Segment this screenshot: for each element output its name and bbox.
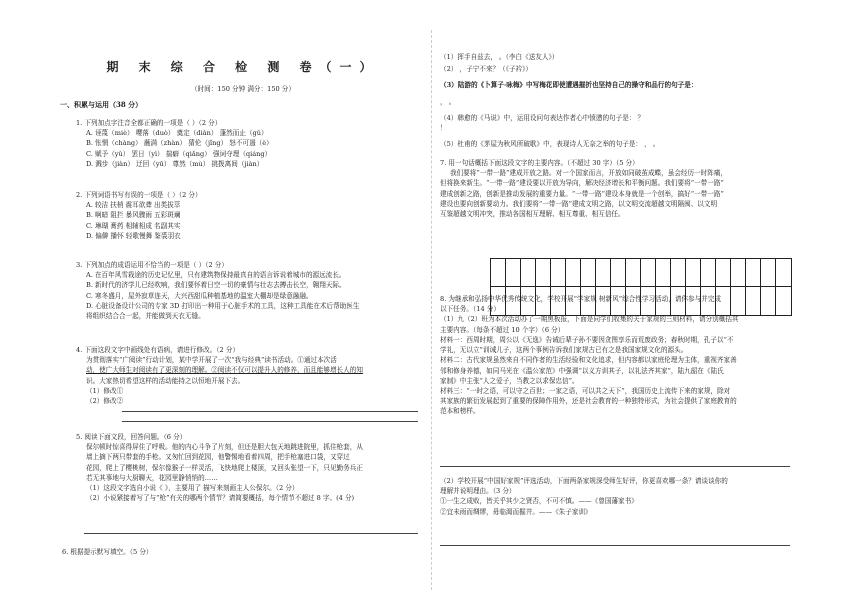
question-2: [76, 190, 426, 241]
recitation-items: [440, 52, 810, 150]
question-stem: 1. 下列加点字注音全都正确的一项是（ ）（2 分）: [76, 119, 222, 127]
option: C. 琳瑚 膏药 相辅相成 名副其实: [86, 221, 181, 230]
option: D. 溅步（jiàn） 迂回（yū） 尊然（mù） 挑拨离间（jiàn）: [86, 159, 264, 168]
option: 将组织结合合一起，并能做到天衣无缝。: [86, 312, 205, 321]
question-stem: 7. 用一句话概括下面这段文字的主要内容。（不超过 30 字）（5 分）: [440, 159, 639, 167]
question-5: [76, 432, 426, 504]
material-1: 材料一：西周时期，周公以《无逸》告诫后辈子孙不要因贪图享乐而荒废政务；春秋时期，孔子以“不: [440, 335, 734, 344]
grid-cell[interactable]: [506, 259, 521, 287]
recitation-5: （5）杜甫的《茅屋为秋风所破歌》中，表现诗人无奈之举的句子是： ， 。: [440, 140, 660, 149]
sub-question: 主要内容。（每条不超过 10 个字）（6 分）: [440, 325, 565, 334]
option: A. 诬蔑（miè） 嘤落（duò） 奠定（diàn） 蓬然而止（gǔ）: [86, 129, 268, 138]
recitation-1: （1）挥手自兹去， 。（李白《送友人》）: [440, 53, 559, 61]
material-2: 邻和修身养德，如同马光在《温公家范》中强调“以义方训其子，以礼法齐其家”，陆九韶在《陆氏: [440, 366, 724, 375]
option: A. 在百年风雪栽途的历史记忆里，只有建筑物保持最真自的语言诉说着城市的源远流长。: [86, 271, 346, 280]
recitation-4-blank[interactable]: ！: [440, 124, 447, 133]
fix-prompt-2: （2）修改②: [86, 397, 124, 406]
sub-question: （1）九（2）班为本次活动办了一期黑板报，下面是同学们收集的关于家规的三则材料，请分别概括其: [440, 315, 739, 324]
material-1: 学礼，无以立”训诫儿子，这两个事例告诉我们家规古已有之是我国家规文化的源头。: [440, 346, 688, 355]
material-2: 家制》中主张“人之爱子，当教之以求保忠信”。: [440, 376, 579, 385]
grid-cell[interactable]: [611, 259, 626, 287]
grid-cell[interactable]: [536, 259, 551, 287]
passage-line: 互鉴超越文明冲突，推动各国相互理解、相互尊重、相互信任。: [440, 210, 625, 219]
recitation-2: （2） ，子宁不来？（《子衿》）: [440, 65, 533, 74]
option: ②宜未雨而绸缪，毋临渴而掘井。——《朱子家训》: [440, 507, 592, 516]
question-stem: 5. 阅读下面文段，回答问题。（6 分）: [76, 433, 187, 441]
grid-cell[interactable]: [656, 259, 671, 287]
option: A. 较洁 扶梢 震耳欲聋 出类拔萃: [86, 201, 181, 210]
question-3: [76, 260, 426, 321]
answer-line[interactable]: [440, 466, 790, 467]
recitation-4: （4）韩愈的《马说》中，运用设问句表达作者心中愤懑的句子是： ？: [440, 113, 645, 122]
question-4: [76, 345, 426, 406]
question-stem: 2. 下列词语书写有误的一项是（ ）（2 分）: [76, 191, 202, 199]
question-6: 6. 根据提示默写填空。（5 分）: [62, 548, 153, 556]
grid-cell[interactable]: [521, 259, 536, 287]
passage-line: 识。大家热切希望这样的活动能持之以恒地开展下去。: [86, 376, 245, 385]
question-8: [440, 294, 810, 417]
answer-line[interactable]: [122, 411, 418, 412]
answer-line[interactable]: [84, 533, 418, 534]
grid-cell[interactable]: [581, 259, 596, 287]
option: D. 心脏设备设计公司的专家 3D 打印出一种用于心脏手术的工具，这种工具能在术后帮助医生: [86, 301, 360, 310]
option: C. 赋予（yǔ） 罢日（yì） 揣癖（qiǎng） 强词夺理（qiáng）: [86, 149, 272, 158]
sub-question: （1）这段文字选自小说《 》，主要用了 描写来刻画主人公保尔。（2 分）: [86, 484, 299, 493]
question-1: [76, 118, 426, 169]
material-3: 范本和榜样。: [440, 407, 480, 416]
grid-cell[interactable]: [596, 259, 611, 287]
answer-line[interactable]: [122, 421, 418, 422]
grid-cell[interactable]: [641, 259, 656, 287]
option: ①一生之成败，皆关乎其少之贤否，不可不慎。——《曾国藩家书》: [440, 497, 638, 506]
grid-cell[interactable]: [776, 259, 791, 287]
sub-question: 理解并说明理由。（3 分）: [440, 487, 516, 496]
grid-cell[interactable]: [686, 259, 701, 287]
passage-line: 我们要将“一带一路”建成开放之路。对一个国家而言，开放如同破茧成蝶，虽会经历一时阵痛，: [450, 169, 728, 178]
option: B. 怅惘（chàng） 蘸满（zhàn） 猜伦（jǐng） 怒不可遏（è）: [86, 139, 273, 148]
question-stem: 以下任务。（14 分）: [440, 305, 500, 314]
passage-line: 墙上摘下两只带套的手枪。又匆忙回到花园，他警惕地看着四周，把手枪塞进口袋，又穿过: [86, 453, 350, 462]
grid-cell[interactable]: [731, 259, 746, 287]
grid-cell[interactable]: [566, 259, 581, 287]
grid-cell[interactable]: [491, 259, 506, 287]
passage-line: 动，使广大师生对阅读有了更深刻的理解。②阅读不仅可以提升人的修养，而且能够增长人的知: [86, 366, 363, 375]
exam-meta: （时间：150 分钟 满分：150 分）: [191, 85, 295, 93]
question-stem: 4. 下面这段文字中画线处有语病，请进行修改。（2 分）: [76, 346, 240, 354]
passage-line: 保尔顿时惊喜得屏住了呼吸。他的内心斗争了片刻，但还是胆大包天地跳进院里，抓住枪套，从: [86, 443, 363, 452]
sub-question: （2）小说紧接着写了与“枪”有关的哪两个情节？请简要概括，每个情节不超过 8 字。(4 分): [86, 494, 355, 503]
fix-prompt-1: （1）修改①: [86, 386, 124, 395]
answer-line[interactable]: [440, 545, 790, 546]
option: C. 寒冬盛月，屋外寂草连天，大兴西甜瓜种植基地的温室大棚却是绿意融融。: [86, 291, 313, 300]
material-3: 其家族的繁衍发展起到了重要的保障作用外，还是社会教育的一种独特形式，为社会提供了家庭教育的: [440, 397, 737, 406]
material-2: 材料二：古代家规虽然来自不同作者的生活经验和文化追求，但内容都以家庭伦理为主体，重视齐家善: [440, 356, 737, 365]
option: B. 新时代的济学儿已经吹响，我们要怀着日空一切的豪情与壮志去搏击长空，翱翔天际。: [86, 281, 346, 290]
grid-cell[interactable]: [551, 259, 566, 287]
passage-line: 为贯彻落实“广阅读”行动计划，某中学开展了一次“我与经典”读书活动。①通过本次活: [86, 356, 337, 365]
option: B. 啊暗 阻拦 暴风骤雨 五彩斑斓: [86, 211, 181, 220]
grid-cell[interactable]: [761, 259, 776, 287]
question-stem: 8. 为继承和弘扬中华优秀传统文化，学校开展“学家规 树新风”综合性学习活动，请你参与并完成: [440, 295, 721, 303]
question-stem: 3. 下列加点的成语运用不恰当的一项是（ ）（2 分）: [76, 261, 228, 269]
option: D. 偏僻 播怀 轻歌慢舞 鉴裘羽衣: [86, 231, 181, 240]
material-3: 材料三：“一时之语，可以守之百世；一家之语，可以共之天下”，我国历史上流传下来的家规，除对: [440, 386, 731, 395]
passage-line: 若无其事地与大厨聊天，花园里静悄悄的……: [86, 473, 218, 482]
section-heading: 一、积累与运用（38 分）: [60, 100, 143, 109]
question-8-part-2: [440, 476, 810, 517]
grid-cell[interactable]: [746, 259, 761, 287]
passage-line: 花园，爬上了樱桃树，保尔像猴子一样灵活，飞快地爬上楼顶，又回头张望一下，只见勤务兵正: [86, 463, 363, 472]
sub-question: （2）学校开展“中国好家规”评选活动，下面两条家规深受师生好评，你更喜欢哪一条？请谈谈你的: [440, 477, 728, 485]
passage-line: 但将换来新生。“一带一路”建设要以开放为导向，解决经济增长和平衡问题。我们要将“一带一路”: [440, 179, 724, 188]
question-7: [440, 158, 810, 219]
grid-cell[interactable]: [626, 259, 641, 287]
recitation-3: （3）陆游的《卜算子·咏梅》中写梅花即使遭遇摧折也坚持自己的操守和品行的句子是：: [440, 81, 698, 90]
page-title: 期 末 综 合 检 测 卷（一）: [106, 60, 380, 74]
grid-cell[interactable]: [716, 259, 731, 287]
recitation-3-blank[interactable]: ， 。: [440, 97, 456, 106]
passage-line: 建设也要向创新要动力。我们要将“一带一路”建成文明之路，以文明交流超越文明隔阂、以文明: [440, 199, 718, 208]
grid-cell[interactable]: [701, 259, 716, 287]
passage-line: 建成创新之路，创新是推动发展的重要力量。“一带一路”建设本身就是一个创举，搞好“一带一路”: [440, 189, 724, 198]
grid-cell[interactable]: [671, 259, 686, 287]
column-divider: [431, 30, 432, 590]
